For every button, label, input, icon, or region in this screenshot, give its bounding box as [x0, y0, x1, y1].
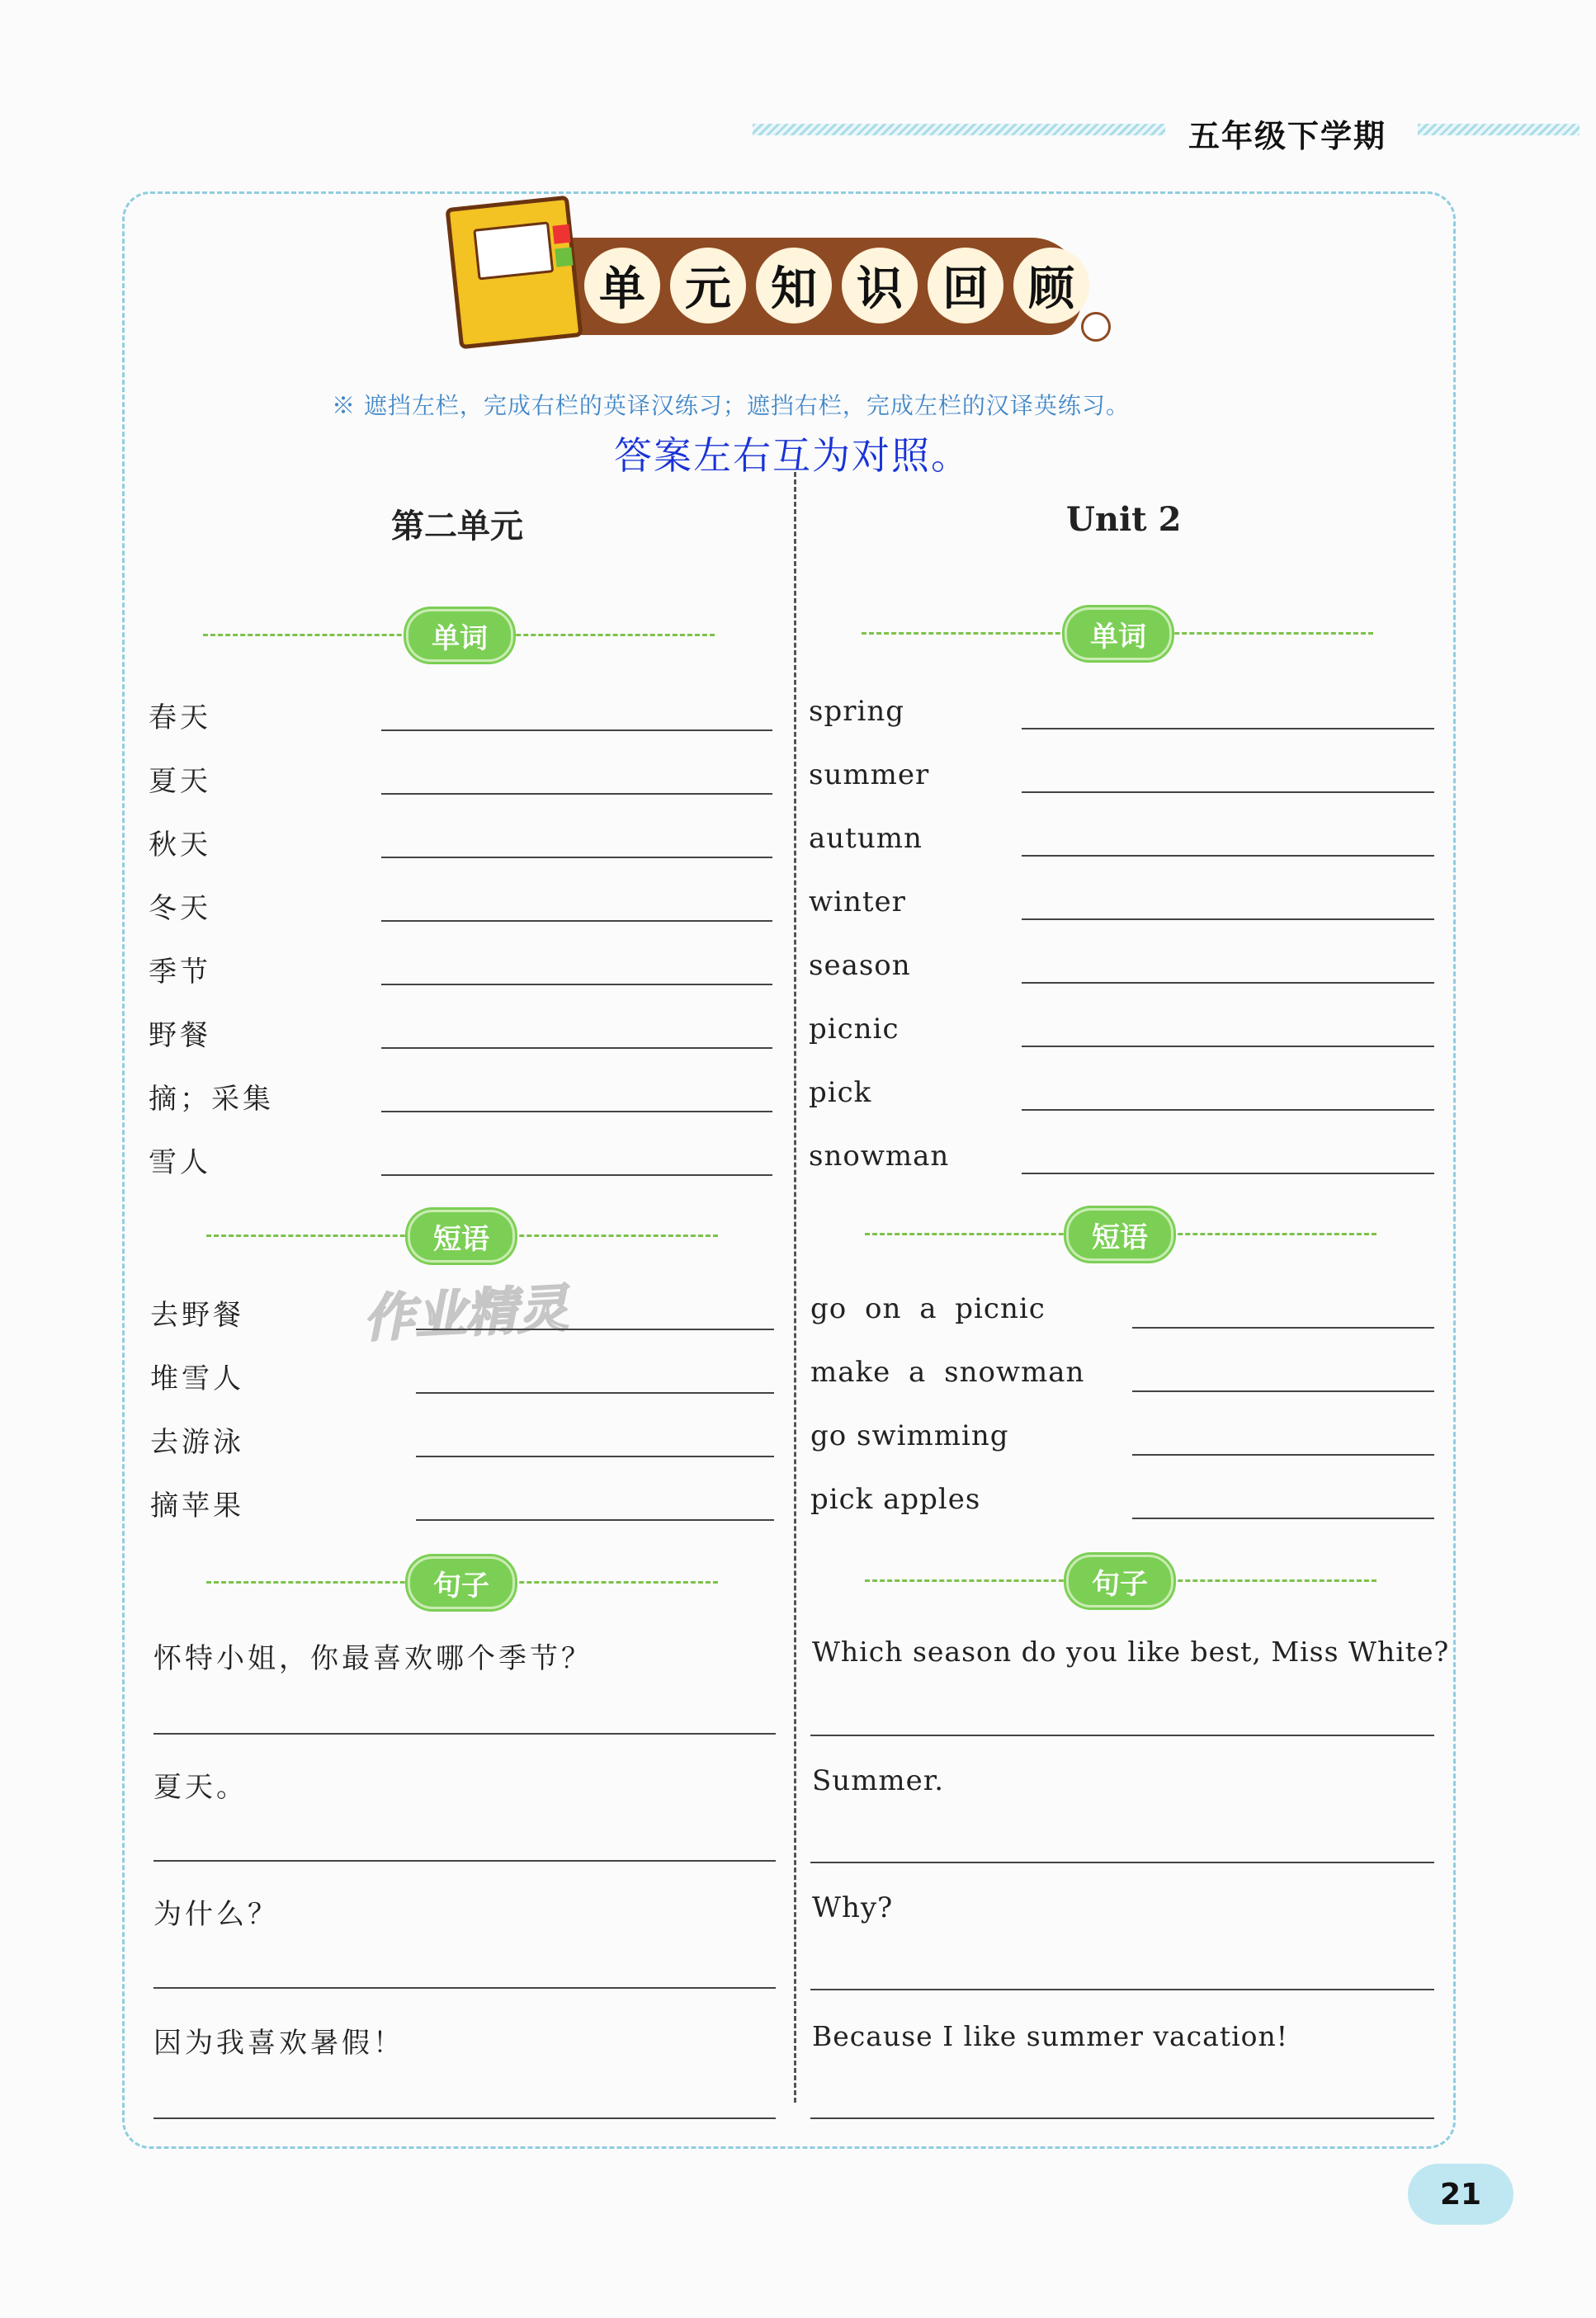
answer-line[interactable]: [1022, 1109, 1434, 1111]
answer-line[interactable]: [153, 1860, 776, 1862]
column-divider: [794, 472, 796, 2103]
word-en: winter: [809, 885, 906, 918]
header-stripe-left: [753, 124, 1165, 135]
answer-line[interactable]: [416, 1519, 774, 1521]
word-cn: 摘；采集: [149, 1083, 274, 1116]
page-title: [584, 248, 1089, 323]
content-frame: [122, 191, 1456, 2149]
left-heading: 第二单元: [391, 507, 523, 545]
word-en: picnic: [809, 1013, 900, 1046]
answer-line[interactable]: [810, 1989, 1434, 1990]
phrase-en: go on a picnic: [810, 1292, 1046, 1325]
answer-line[interactable]: [381, 793, 772, 795]
phrase-en: pick apples: [810, 1483, 981, 1516]
answer-note: 答案左右互为对照。: [614, 433, 970, 478]
sentence-en: Summer.: [812, 1764, 945, 1797]
right-heading: Unit 2: [1066, 500, 1182, 539]
sentence-cn: 怀特小姐，你最喜欢哪个季节？: [153, 1642, 593, 1675]
answer-line[interactable]: [1132, 1390, 1434, 1392]
phrase-en: make a snowman: [810, 1356, 1085, 1389]
sentence-en: Which season do you like best, Miss White?: [812, 1636, 1450, 1668]
sentences-label-right: 句子: [1066, 1555, 1173, 1607]
word-en: snowman: [809, 1140, 950, 1173]
page-number: 21: [1408, 2164, 1513, 2225]
phrase-cn: 去游泳: [150, 1426, 244, 1459]
word-cn: 秋天: [149, 829, 211, 862]
word-en: spring: [809, 695, 905, 728]
word-en: pick: [809, 1076, 872, 1109]
phrases-label-right: 短语: [1066, 1208, 1173, 1261]
word-cn: 野餐: [149, 1019, 211, 1052]
answer-line[interactable]: [381, 729, 772, 731]
answer-line[interactable]: [810, 1862, 1434, 1863]
sentence-cn: 夏天。: [153, 1771, 248, 1804]
sentence-cn: 因为我喜欢暑假！: [153, 2027, 404, 2060]
flower-icon: [1081, 312, 1111, 342]
answer-line[interactable]: [1132, 1518, 1434, 1519]
phrase-cn: 摘苹果: [150, 1489, 244, 1523]
title-char: 顾: [1013, 248, 1089, 323]
answer-line[interactable]: [1132, 1454, 1434, 1456]
word-en: season: [809, 949, 911, 982]
phrases-label-left: 短语: [408, 1210, 515, 1263]
title-char: 识: [842, 248, 918, 323]
word-cn: 春天: [149, 701, 211, 734]
answer-line[interactable]: [153, 1733, 776, 1735]
answer-line[interactable]: [153, 2117, 776, 2119]
word-en: autumn: [809, 822, 923, 855]
answer-line[interactable]: [381, 984, 772, 985]
words-label-left: 单词: [406, 609, 513, 662]
title-char: 回: [928, 248, 1003, 323]
words-label-right: 单词: [1065, 607, 1172, 660]
answer-line[interactable]: [416, 1329, 774, 1330]
answer-line[interactable]: [1022, 1173, 1434, 1174]
header-stripe-right: [1418, 124, 1579, 135]
answer-line[interactable]: [1022, 791, 1434, 793]
word-cn: 季节: [149, 956, 211, 989]
title-char: 单: [584, 248, 660, 323]
phrase-en: go swimming: [810, 1419, 1009, 1452]
grade-label: 五年级下学期: [1188, 118, 1387, 154]
watermark: 作业精灵: [361, 1277, 570, 1349]
phrase-cn: 去野餐: [150, 1299, 244, 1332]
answer-line[interactable]: [1132, 1327, 1434, 1329]
sentence-en: Why?: [812, 1891, 894, 1924]
answer-line[interactable]: [1022, 982, 1434, 984]
notebook-icon: [445, 196, 583, 350]
answer-line[interactable]: [1022, 1046, 1434, 1047]
word-cn: 雪人: [149, 1146, 211, 1179]
answer-line[interactable]: [381, 920, 772, 922]
title-char: 知: [756, 248, 832, 323]
answer-line[interactable]: [1022, 728, 1434, 729]
answer-line[interactable]: [381, 1111, 772, 1112]
answer-line[interactable]: [810, 2117, 1434, 2119]
answer-line[interactable]: [416, 1392, 774, 1394]
word-en: summer: [809, 758, 930, 791]
answer-line[interactable]: [381, 1174, 772, 1176]
answer-line[interactable]: [810, 1735, 1434, 1736]
sentence-cn: 为什么？: [153, 1898, 279, 1931]
answer-line[interactable]: [153, 1987, 776, 1989]
answer-line[interactable]: [381, 1047, 772, 1049]
answer-line[interactable]: [1022, 918, 1434, 920]
instruction: ※ 遮挡左栏，完成右栏的英译汉练习；遮挡右栏，完成左栏的汉译英练习。: [332, 392, 1130, 419]
phrase-cn: 堆雪人: [150, 1362, 244, 1395]
word-cn: 冬天: [149, 892, 211, 925]
answer-line[interactable]: [1022, 855, 1434, 857]
answer-line[interactable]: [381, 857, 772, 858]
title-char: 元: [670, 248, 746, 323]
answer-line[interactable]: [416, 1456, 774, 1457]
sentence-en: Because I like summer vacation!: [812, 2020, 1289, 2052]
sentences-label-left: 句子: [408, 1556, 515, 1609]
word-cn: 夏天: [149, 765, 211, 798]
